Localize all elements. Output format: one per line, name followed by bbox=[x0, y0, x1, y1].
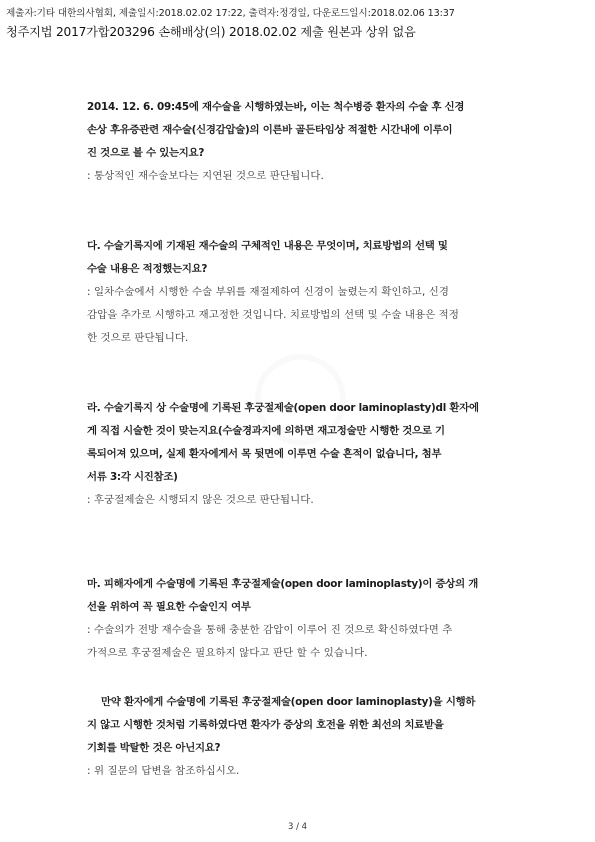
question-line: 지 않고 시행한 것처럼 기록하였다면 환자가 증상의 호전을 위한 최선의 치료받을 bbox=[87, 719, 444, 731]
question-line: 수술 내용은 적정했는지요? bbox=[87, 263, 208, 275]
question-line: 게 직접 시술한 것이 맞는지요(수술경과지에 의하면 재고정술만 시행한 것으로 기 bbox=[87, 425, 445, 437]
document-submission-meta: 제출자:기타 대한의사협회, 제출일시:2018.02.02 17:22, 출력자:정경일, 다운로드일시:2018.02.06 13:37 bbox=[6, 8, 455, 19]
question-line: 선을 위하여 꼭 필요한 수술인지 여부 bbox=[87, 601, 251, 613]
qa-block bbox=[87, 397, 519, 512]
answer-line: 한 것으로 판단됩니다. bbox=[87, 332, 189, 344]
answer-line: : 수술의가 전방 재수술을 통해 충분한 감압이 이루어 진 것으로 확신하였다면 추 bbox=[87, 624, 453, 636]
question-line: 2014. 12. 6. 09:45에 재수술을 시행하였는바, 이는 척수병증 환자의 수술 후 신경 bbox=[87, 101, 465, 113]
qa-block bbox=[87, 691, 519, 783]
qa-block bbox=[87, 96, 519, 188]
answer-line: : 후궁절제술은 시행되지 않은 것으로 판단됩니다. bbox=[87, 494, 314, 506]
answer-line: : 위 질문의 답변을 참조하십시오. bbox=[87, 765, 240, 777]
answer-line: 가적으로 후궁절제술은 필요하지 않다고 판단 할 수 있습니다. bbox=[87, 647, 368, 659]
question-line: 다. 수술기록지에 기재된 재수술의 구체적인 내용은 무엇이며, 치료방법의 선택 및 bbox=[87, 240, 448, 252]
question-line: 록되어져 있으며, 실제 환자에게서 목 뒷면에 이루면 수술 흔적이 없습니다, 첨부 bbox=[87, 448, 442, 460]
page-number: 3 / 4 bbox=[287, 822, 308, 832]
answer-line: : 통상적인 재수술보다는 지연된 것으로 판단됩니다. bbox=[87, 170, 324, 182]
question-line: 진 것으로 볼 수 있는지요? bbox=[87, 147, 205, 159]
document-case-title: 청주지법 2017가합203296 손해배상(의) 2018.02.02 제출 원본과 상위 없음 bbox=[6, 25, 416, 39]
question-line: 라. 수술기록지 상 수술명에 기록된 후궁절제술(open door laminoplasty)dl 환자에 bbox=[87, 402, 479, 414]
qa-block bbox=[87, 235, 519, 350]
question-line: 만약 환자에게 수술명에 기록된 후궁절제술(open door laminoplasty)을 시행하 bbox=[101, 696, 476, 708]
qa-block bbox=[87, 573, 519, 665]
question-line: 마. 피해자에게 수술명에 기록된 후궁절제술(open door laminoplasty)이 증상의 개 bbox=[87, 578, 479, 590]
question-line: 손상 후유증관련 재수술(신경감압술)의 이른바 골든타임상 적절한 시간내에 이루이 bbox=[87, 124, 453, 136]
question-line: 서류 3:각 시진참조) bbox=[87, 471, 178, 483]
answer-line: 감압을 추가로 시행하고 재고정한 것입니다. 치료방법의 선택 및 수술 내용은 적정 bbox=[87, 309, 459, 321]
document-body bbox=[87, 96, 519, 783]
question-line: 기회를 박탈한 것은 아닌지요? bbox=[87, 742, 221, 754]
answer-line: : 일차수술에서 시행한 수술 부위를 재절제하여 신경이 눌렸는지 확인하고, 신경 bbox=[87, 286, 450, 298]
